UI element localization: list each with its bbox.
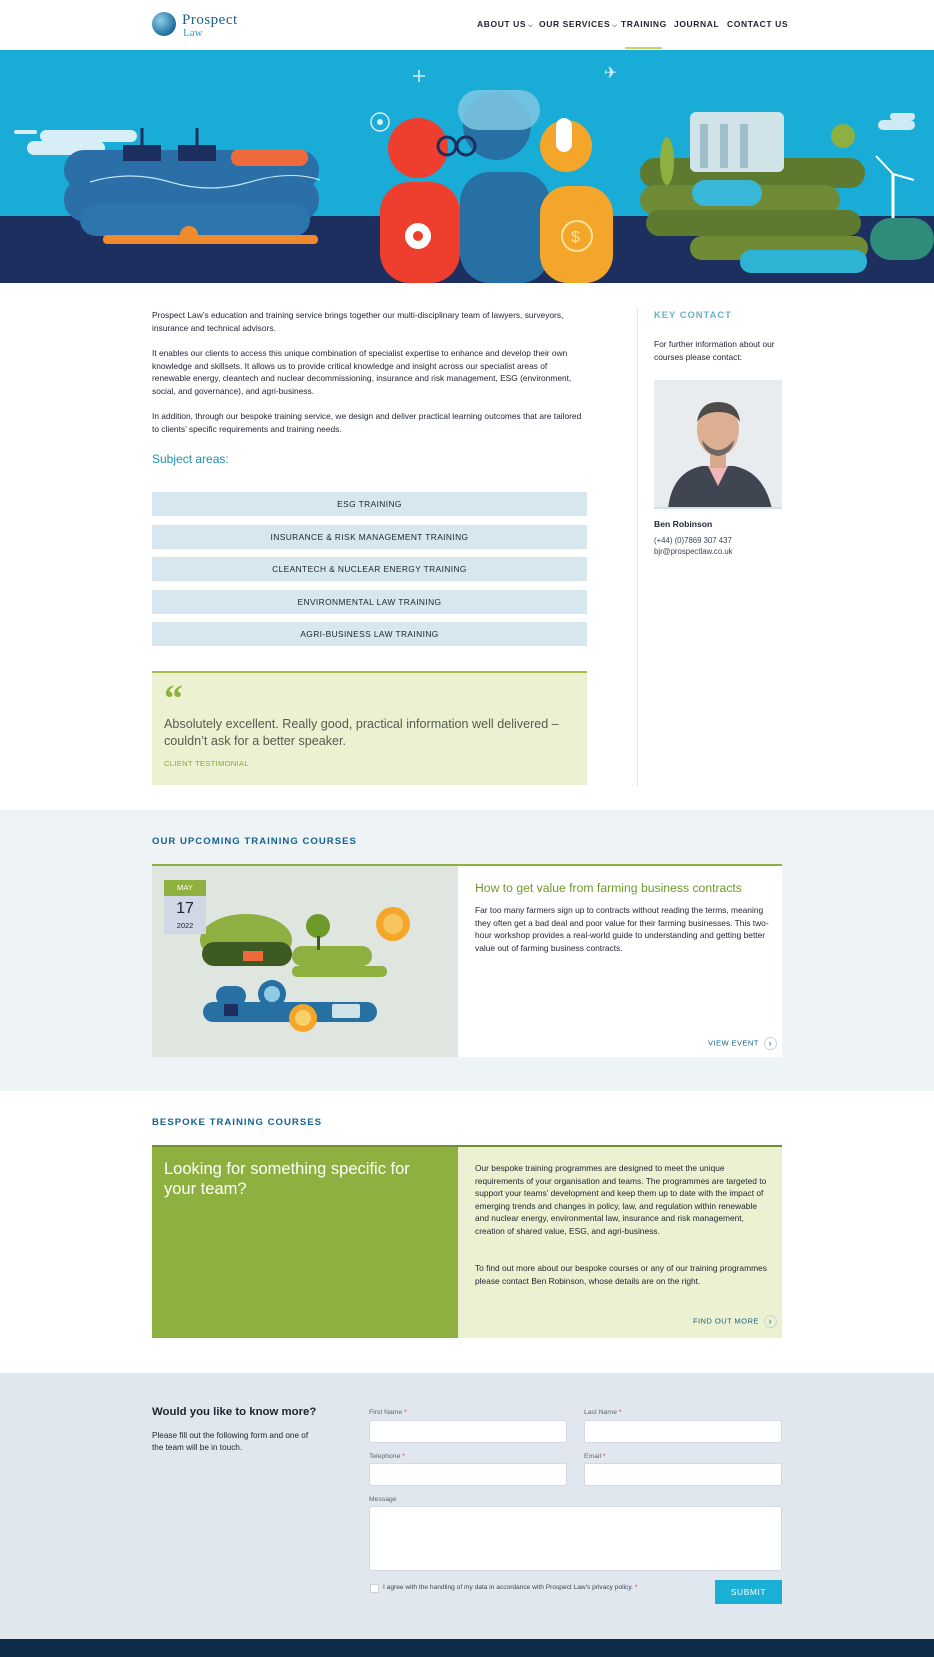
event-date-month: MAY — [164, 880, 206, 896]
intro-paragraph-2: It enables our clients to access this unique combination of specialist expertise to enhance and develop their own knowledge and skillsets. It allows us to provide critical knowledge and insight across our specialist areas of renewable energy, cleantech and nuclear decommissioning, insurance and risk management, ESG (environment, social, and governance), and agri-business. — [152, 348, 572, 396]
submit-button[interactable]: SUBMIT — [715, 1580, 782, 1604]
site-footer — [0, 1639, 934, 1657]
email-input[interactable] — [584, 1463, 782, 1486]
quote-icon: “ — [164, 678, 183, 720]
testimonial-cite: CLIENT TESTIMONIAL — [164, 759, 249, 768]
logo-wordmark-line1: Prospect — [182, 12, 238, 28]
subject-agri-business-training-button[interactable]: AGRI-BUSINESS LAW TRAINING — [152, 622, 587, 646]
view-event-link[interactable] — [708, 1037, 777, 1050]
intro-paragraph-1: Prospect Law’s education and training service brings together our multi-disciplinary team of lawyers, surveyors, insurance and technical advisors. — [152, 310, 564, 333]
hero-illustration-svg — [0, 50, 934, 283]
upcoming-courses-heading: OUR UPCOMING TRAINING COURSES — [152, 836, 357, 847]
last-name-label: Last Name * — [584, 1409, 622, 1416]
subject-areas-heading: Subject areas: — [152, 452, 229, 466]
chevron-right-icon: › — [764, 1037, 777, 1050]
find-out-more-label: FIND OUT MORE — [693, 1316, 759, 1326]
form-intro: Please fill out the following form and one of the team will be in touch. — [152, 1431, 309, 1453]
testimonial-card — [152, 671, 587, 785]
prospect-law-logo[interactable] — [152, 12, 257, 40]
first-name-label: First Name * — [369, 1409, 407, 1416]
hero-illustration — [0, 50, 934, 283]
nav-journal[interactable]: JOURNAL — [674, 19, 720, 29]
contact-photo — [654, 380, 782, 509]
message-label: Message — [369, 1496, 397, 1503]
nav-training[interactable]: TRAINING — [621, 19, 667, 29]
last-name-input[interactable] — [584, 1420, 782, 1443]
sidebar-divider — [637, 308, 638, 786]
event-description: Far too many farmers sign up to contracts without reading the terms, meaning they often get a bad deal and poor value for their farming businesses. This two-hour workshop provides a real-world guide to understanding and getting better value out of farming business contracts. — [475, 905, 769, 953]
bespoke-paragraph-1: Our bespoke training programmes are designed to meet the unique requirements of your organisation and teams. The programmes are targeted to support your teams’ development and keep them up to date with the impact of emerging trends and changes in policy, law, and regulation within renewable and nuclear energy, environmental law, insurance and risk management, creation of shared value, ESG, and agri-business. — [475, 1163, 767, 1236]
svg-text:$: $ — [571, 229, 580, 246]
event-title[interactable]: How to get value from farming business contracts — [475, 881, 742, 895]
contact-photo-svg — [654, 380, 782, 509]
bespoke-details — [458, 1147, 782, 1338]
chevron-right-icon: › — [764, 1315, 777, 1328]
nav-about-us[interactable]: ABOUT US ⌵ — [477, 19, 534, 29]
nav-active-indicator — [625, 47, 662, 49]
logo-mark-icon — [152, 12, 176, 36]
bespoke-panel-title: Looking for something specific for your team? — [164, 1160, 410, 1198]
testimonial-quote: Absolutely excellent. Really good, practical information well delivered – couldn’t ask for a better speaker. — [164, 717, 559, 748]
chevron-down-icon: ⌵ — [528, 23, 534, 29]
event-date-box — [164, 896, 206, 934]
first-name-input[interactable] — [369, 1420, 567, 1443]
event-date-year: 2022 — [176, 921, 194, 930]
view-event-label: VIEW EVENT — [708, 1038, 759, 1048]
bespoke-courses-heading: BESPOKE TRAINING COURSES — [152, 1117, 323, 1128]
chevron-down-icon: ⌵ — [612, 23, 618, 29]
consent-checkbox[interactable] — [370, 1584, 379, 1593]
contact-phone[interactable]: (+44) (0)7869 307 437 — [654, 536, 732, 545]
nav-contact-us[interactable]: CONTACT US — [727, 19, 789, 29]
contact-email[interactable]: bjr@prospectlaw.co.uk — [654, 547, 733, 556]
bespoke-paragraph-2: To find out more about our bespoke courses or any of our training programmes please contact Ben Robinson, whose details are on the right. — [475, 1263, 767, 1286]
subject-environmental-law-training-button[interactable]: ENVIRONMENTAL LAW TRAINING — [152, 590, 587, 614]
message-textarea[interactable] — [369, 1506, 782, 1571]
site-header — [0, 0, 934, 50]
email-label: Email * — [584, 1453, 606, 1460]
telephone-label: Telephone * — [369, 1453, 405, 1460]
form-title: Would you like to know more? — [152, 1406, 317, 1418]
telephone-input[interactable] — [369, 1463, 567, 1486]
svg-text:✈: ✈ — [604, 65, 618, 82]
bespoke-card — [152, 1145, 782, 1338]
subject-insurance-risk-training-button[interactable]: INSURANCE & RISK MANAGEMENT TRAINING — [152, 525, 587, 549]
consent-label: I agree with the handling of my data in accordance with Prospect Law's privacy policy. * — [383, 1584, 638, 1591]
contact-name: Ben Robinson — [654, 519, 713, 529]
bespoke-panel — [152, 1147, 458, 1338]
event-card — [152, 864, 782, 1057]
nav-our-services[interactable]: OUR SERVICES ⌵ — [539, 19, 618, 29]
intro-paragraph-3: In addition, through our bespoke training service, we design and deliver practical learning outcomes that are tailored to clients’ specific requirements and training needs. — [152, 411, 582, 434]
key-contact-text: For further information about our courses please contact: — [654, 339, 775, 362]
subject-cleantech-nuclear-training-button[interactable]: CLEANTECH & NUCLEAR ENERGY TRAINING — [152, 557, 587, 581]
find-out-more-link[interactable] — [693, 1315, 777, 1328]
subject-esg-training-button[interactable]: ESG TRAINING — [152, 492, 587, 516]
event-date-day: 17 — [176, 900, 194, 917]
key-contact-heading: KEY CONTACT — [654, 309, 732, 320]
logo-wordmark-line2: Law — [183, 27, 203, 39]
